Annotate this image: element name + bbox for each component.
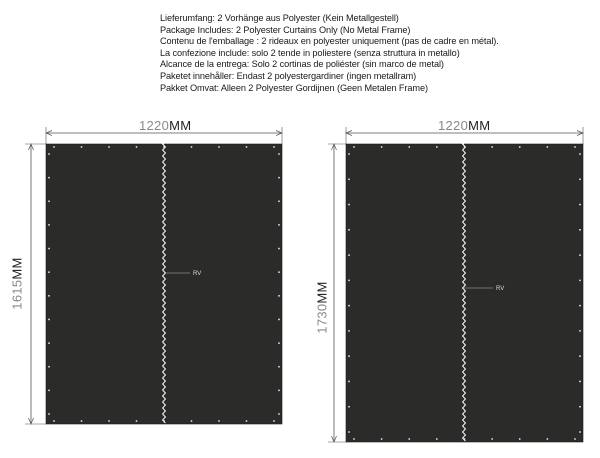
grommet: [278, 319, 280, 321]
grommet: [108, 420, 110, 422]
grommet: [348, 204, 350, 206]
grommet: [48, 153, 50, 155]
grommet: [48, 177, 50, 179]
grommet: [218, 146, 220, 148]
grommet: [246, 420, 248, 422]
grommet: [48, 319, 50, 321]
grommet: [136, 420, 138, 422]
note-sv: Paketet innehåller: Endast 2 polyestergardiner (ingen metallram): [160, 70, 417, 81]
curtain-1-center-label: RV: [193, 271, 202, 277]
grommet: [579, 254, 581, 256]
grommet: [136, 146, 138, 148]
grommet: [53, 146, 55, 148]
grommet: [579, 381, 581, 383]
grommet: [519, 146, 521, 148]
grommet: [278, 413, 280, 415]
grommet: [348, 153, 350, 155]
grommet: [348, 330, 350, 332]
grommet: [191, 420, 193, 422]
grommet: [579, 279, 581, 281]
grommet: [436, 438, 438, 440]
grommet: [579, 406, 581, 408]
grommet: [108, 146, 110, 148]
grommet: [436, 146, 438, 148]
curtain-1-height-unit: MM: [9, 257, 25, 280]
grommet: [218, 420, 220, 422]
grommet: [491, 146, 493, 148]
note-nl: Pakket Omvat: Alleen 2 Polyester Gordijnen (Geen Metalen Frame): [160, 82, 428, 93]
grommet: [579, 204, 581, 206]
grommet: [278, 153, 280, 155]
grommet: [579, 305, 581, 307]
grommet: [491, 438, 493, 440]
note-en: Package Includes: 2 Polyester Curtains Only (No Metal Frame): [160, 24, 411, 35]
grommet: [48, 295, 50, 297]
grommet: [546, 438, 548, 440]
grommet: [348, 431, 350, 433]
grommet: [81, 146, 83, 148]
grommet: [348, 254, 350, 256]
note-fr: Contenu de l'emballage : 2 rideaux en polyester uniquement (pas de cadre en métal).: [160, 36, 499, 47]
note-it: La confezione include: solo 2 tende in poliestere (senza struttura in metallo): [160, 47, 460, 58]
grommet: [48, 389, 50, 391]
curtain-1-width-unit: MM: [169, 118, 192, 133]
curtain-1-height-value: 1615: [9, 279, 25, 310]
grommet: [278, 366, 280, 368]
grommet: [278, 295, 280, 297]
grommet: [348, 279, 350, 281]
grommet: [381, 146, 383, 148]
grommet: [81, 420, 83, 422]
note-de: Lieferumfang: 2 Vorhänge aus Polyester (Kein Metallgestell): [160, 13, 399, 23]
grommet: [278, 177, 280, 179]
grommet: [278, 271, 280, 273]
grommet: [278, 389, 280, 391]
grommet: [246, 146, 248, 148]
grommet: [348, 381, 350, 383]
grommet: [53, 420, 55, 422]
grommet: [348, 355, 350, 357]
grommet: [579, 178, 581, 180]
grommet: [579, 431, 581, 433]
grommet: [353, 146, 355, 148]
curtain-2-height-unit: MM: [314, 281, 330, 304]
grommet: [48, 413, 50, 415]
grommet: [278, 224, 280, 226]
grommet: [579, 153, 581, 155]
curtain-2-height-value: 1730: [314, 303, 330, 334]
curtain-1-width-value: 1220: [139, 118, 170, 133]
grommet: [579, 229, 581, 231]
grommet: [348, 178, 350, 180]
note-es: Alcance de la entrega: Solo 2 cortinas de poliéster (sin marco de metal): [160, 59, 444, 70]
grommet: [273, 146, 275, 148]
grommet: [48, 200, 50, 202]
grommet: [348, 305, 350, 307]
grommet: [48, 342, 50, 344]
curtain-2-width-unit: MM: [468, 118, 491, 133]
grommet: [48, 224, 50, 226]
grommet: [273, 420, 275, 422]
grommet: [348, 406, 350, 408]
grommet: [278, 200, 280, 202]
grommet: [519, 438, 521, 440]
curtain-2-width-value: 1220: [438, 118, 469, 133]
grommet: [278, 342, 280, 344]
grommet: [579, 330, 581, 332]
grommet: [579, 355, 581, 357]
grommet: [191, 146, 193, 148]
grommet: [348, 229, 350, 231]
grommet: [381, 438, 383, 440]
grommet: [278, 248, 280, 250]
grommet: [48, 366, 50, 368]
grommet: [546, 146, 548, 148]
grommet: [408, 438, 410, 440]
grommet: [353, 438, 355, 440]
curtain-2-center-label: RV: [496, 286, 505, 292]
grommet: [48, 248, 50, 250]
grommet: [574, 438, 576, 440]
grommet: [48, 271, 50, 273]
grommet: [574, 146, 576, 148]
grommet: [408, 146, 410, 148]
